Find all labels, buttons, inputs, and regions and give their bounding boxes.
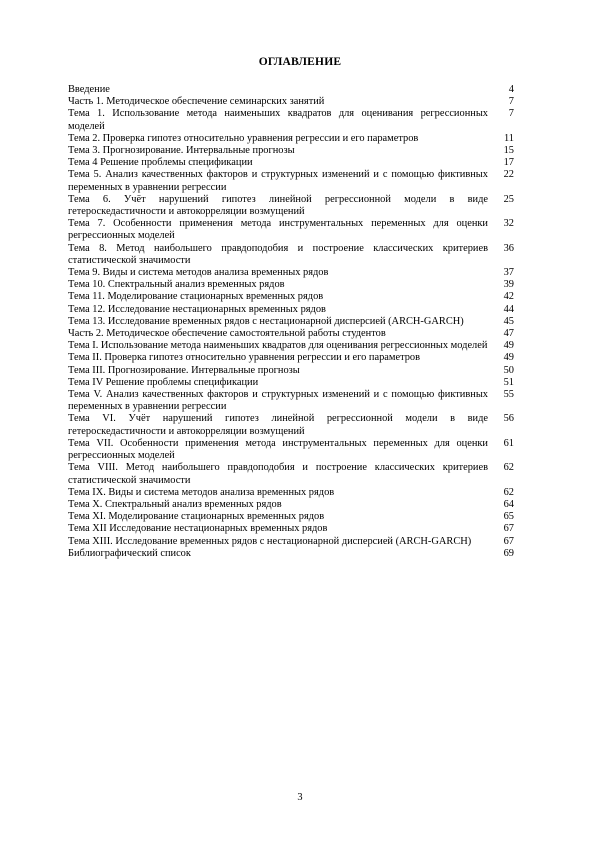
toc-entry [68, 218, 514, 242]
toc-entry [68, 462, 514, 486]
toc-entry-page: 45 [503, 315, 514, 327]
toc-entry-page: 67 [503, 535, 514, 547]
toc-entry [68, 511, 514, 523]
toc-entry-text: Тема 7. Особенности применения метода инструментальных переменных для оценки регрессионных моделей [68, 218, 488, 242]
toc-entry-page: 17 [503, 157, 514, 169]
toc-entry [68, 340, 514, 352]
toc-entry-page: 62 [503, 486, 514, 498]
toc-entry-page: 44 [503, 303, 514, 315]
toc-entry-page: 7 [508, 96, 514, 108]
toc-entry-text: Тема I. Использование метода наименьших квадратов для оценивания регрессионных моделей [68, 340, 488, 352]
toc-entry [68, 169, 514, 193]
toc-entry-page: 55 [503, 389, 514, 401]
toc-entry-text: Тема XIII. Исследование временных рядов с нестационарной дисперсией (ARCH-GARCH) [68, 535, 472, 547]
toc-entry-page: 51 [503, 376, 514, 388]
toc-entry-text: Тема 4 Решение проблемы спецификации [68, 157, 253, 169]
page-title: ОГЛАВЛЕНИЕ [258, 56, 342, 68]
toc-entry-text: Тема VIII. Метод наибольшего правдоподобия и построение классических критериев статистической значимости [68, 462, 488, 486]
toc-entry-text: Тема XII Исследование нестационарных временных рядов [68, 523, 328, 535]
toc-entry-text: Тема II. Проверка гипотез относительно уравнения регрессии и его параметров [68, 352, 421, 364]
toc-entry [68, 194, 514, 218]
toc-entry-page: 37 [503, 267, 514, 279]
toc-entry [68, 499, 514, 511]
toc-entry [68, 328, 514, 340]
toc-entry-text: Тема 1. Использование метода наименьших квадратов для оценивания регрессионных моделей [68, 108, 488, 132]
toc-entry [68, 304, 514, 316]
toc-entry-text: Тема IX. Виды и система методов анализа временных рядов [68, 486, 335, 498]
toc-entry-page: 47 [503, 328, 514, 340]
toc-entry [68, 157, 514, 169]
toc-entry [68, 84, 514, 96]
toc-entry [68, 365, 514, 377]
toc-entry-page: 49 [503, 340, 514, 352]
toc-entry-page: 11 [503, 132, 514, 144]
toc-entry-page: 15 [503, 145, 514, 157]
toc-entry [68, 389, 514, 413]
toc-entry-page: 32 [503, 218, 514, 230]
toc-list [68, 84, 514, 560]
toc-entry [68, 548, 514, 560]
toc-entry-text: Тема VI. Учёт нарушений гипотез линейной регрессионной модели в виде гетероскедастичности и автокорреляции возмущений [68, 413, 488, 437]
page-number: 3 [297, 792, 303, 803]
toc-entry-text: Тема VII. Особенности применения метода инструментальных переменных для оценки регрессионных моделей [68, 437, 488, 462]
toc-entry-page: 22 [503, 169, 514, 181]
toc-entry-text: Тема 13. Исследование временных рядов с нестационарной дисперсией (ARCH-GARCH) [68, 315, 464, 327]
toc-entry-text: Тема 3. Прогнозирование. Интервальные прогнозы [68, 145, 295, 157]
toc-entry [68, 279, 514, 291]
toc-entry-text: Тема 9. Виды и система методов анализа временных рядов [68, 267, 329, 279]
toc-entry-text: Тема IV Решение проблемы спецификации [68, 376, 259, 388]
toc-entry-page: 42 [503, 291, 514, 303]
toc-entry-page: 49 [503, 352, 514, 364]
toc-entry-text: Библиографический список [68, 547, 191, 559]
toc-entry-page: 61 [503, 437, 514, 449]
toc-entry-page: 25 [503, 193, 514, 205]
toc-entry-text: Тема 12. Исследование нестационарных временных рядов [68, 303, 326, 315]
toc-entry-page: 67 [503, 523, 514, 535]
toc-entry-text: Тема 10. Спектральный анализ временных рядов [68, 279, 285, 291]
toc-entry [68, 352, 514, 364]
toc-entry-page: 65 [503, 511, 514, 523]
toc-entry [68, 267, 514, 279]
toc-entry [68, 243, 514, 267]
toc-entry-text: Часть 2. Методическое обеспечение самостоятельной работы студентов [68, 328, 386, 340]
toc-entry [68, 438, 514, 462]
toc-entry-text: Тема 8. Метод наибольшего правдоподобия и построение классических критериев статистической значимости [68, 242, 488, 266]
toc-entry-page: 56 [503, 413, 514, 425]
toc-entry-text: Тема 6. Учёт нарушений гипотез линейной регрессионной модели в виде гетероскедастичности и автокорреляции возмущений [68, 193, 488, 218]
toc-entry [68, 487, 514, 499]
toc-entry-text: Тема XI. Моделирование стационарных временных рядов [68, 511, 325, 523]
toc-entry [68, 108, 514, 132]
toc-entry [68, 377, 514, 389]
toc-entry-page: 62 [503, 462, 514, 474]
toc-entry-text: Тема 2. Проверка гипотез относительно уравнения регрессии и его параметров [68, 132, 419, 144]
toc-entry-page: 7 [508, 108, 514, 120]
toc-entry [68, 133, 514, 145]
toc-entry-page: 64 [503, 498, 514, 510]
toc-entry-text: Введение [68, 84, 110, 95]
toc-entry-page: 36 [503, 242, 514, 254]
toc-entry-text: Часть 1. Методическое обеспечение семинарских занятий [68, 96, 325, 108]
toc-entry-text: Тема 11. Моделирование стационарных временных рядов [68, 291, 324, 303]
toc-entry-text: Тема III. Прогнозирование. Интервальные прогнозы [68, 364, 300, 376]
toc-entry [68, 291, 514, 303]
toc-entry-text: Тема 5. Анализ качественных факторов и структурных изменений и с помощью фиктивных переменных в уравнении регрессии [68, 169, 488, 193]
toc-entry [68, 536, 514, 548]
toc-entry [68, 96, 514, 108]
toc-entry-page: 4 [508, 84, 514, 95]
toc-entry-page: 69 [503, 547, 514, 559]
toc-entry [68, 145, 514, 157]
toc-entry-page: 39 [503, 279, 514, 291]
toc-entry [68, 523, 514, 535]
toc-entry-page: 50 [503, 364, 514, 376]
toc-entry-text: Тема X. Спектральный анализ временных рядов [68, 498, 282, 510]
toc-entry [68, 413, 514, 437]
toc-entry [68, 316, 514, 328]
toc-entry-text: Тема V. Анализ качественных факторов и структурных изменений и с помощью фиктивных переменных в уравнении регрессии [68, 389, 488, 413]
